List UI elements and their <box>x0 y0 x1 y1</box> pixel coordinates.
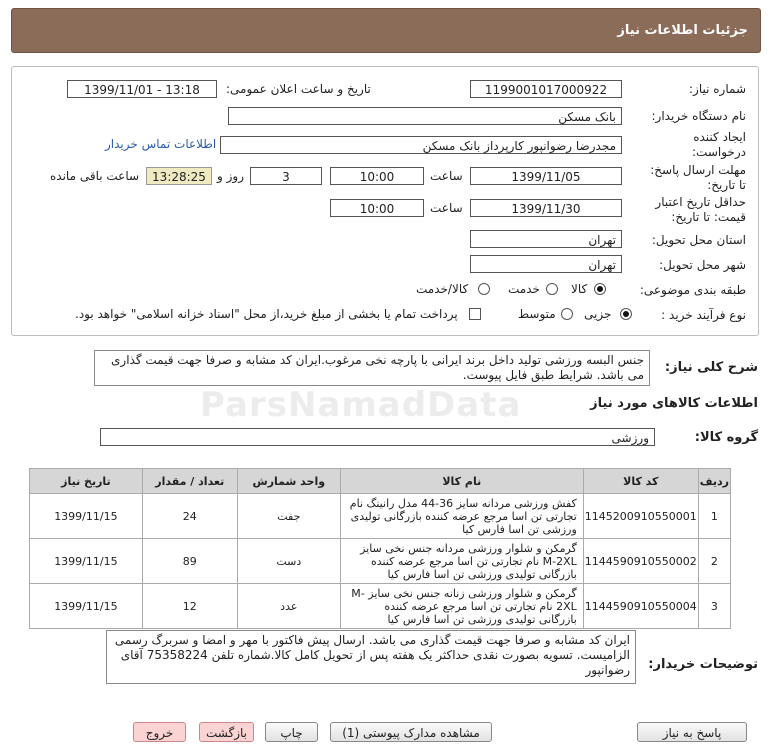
category-label: طبقه بندی موضوعی: <box>639 283 746 297</box>
goods-table-header <box>30 469 731 494</box>
col-code: کد کالا <box>583 469 698 494</box>
goods-group-field: ورزشی <box>100 428 655 446</box>
creator-label: ایجاد کننده <box>693 130 746 144</box>
need-number-field: 1199001017000922 <box>470 80 622 98</box>
process-medium-label: متوسط <box>518 307 556 321</box>
row-code: 1144590910550004 <box>583 584 698 629</box>
row-index: 3 <box>698 584 730 629</box>
buyer-notes-text: ایران کد مشابه و صرفا جهت قیمت گذاری می باشد. ارسال پیش فاکتور با مهر و امضا و سربرگ رسمی الزامیست. تسویه بصورت نقدی حداکثر یک هفته پس از تحویل کامل کالا.شماره تلفن 75358224 آقای رضوانپور <box>106 630 636 684</box>
category-goods-radio[interactable] <box>594 283 606 295</box>
process-medium-radio[interactable] <box>561 308 573 320</box>
validity-time-field: 10:00 <box>330 199 424 217</box>
send-deadline-label-2: تا تاریخ: <box>707 178 746 192</box>
send-time-field: 10:00 <box>330 167 424 185</box>
row-code: 1144590910550002 <box>583 539 698 584</box>
province-label: استان محل تحویل: <box>651 233 746 247</box>
days-field: 3 <box>250 167 322 185</box>
exit-button[interactable]: خروج <box>133 722 186 742</box>
goods-section-title: اطلاعات کالاهای مورد نیاز <box>590 396 758 411</box>
row-unit: عدد <box>237 584 340 629</box>
price-validity-label: حداقل تاریخ اعتبار <box>655 195 746 209</box>
col-index: ردیف <box>698 469 730 494</box>
row-unit: دست <box>237 539 340 584</box>
city-label: شهر محل تحویل: <box>659 258 746 272</box>
creator-field: مجدرضا رضوانپور کارپرداز بانک مسکن <box>220 136 622 154</box>
row-name: کفش ورزشی مردانه سایز 36-44 مدل رانینگ نام تجارتی تن اسا مرجع عرضه کننده بازرگانی تولیدی ورزشی تن اسا فارس کیا <box>340 494 583 539</box>
days-label: روز و <box>217 169 244 183</box>
send-date-field: 1399/11/05 <box>470 167 622 185</box>
announce-label: تاریخ و ساعت اعلان عمومی: <box>226 82 371 96</box>
process-minor-radio[interactable] <box>620 308 632 320</box>
process-label: نوع فرآیند خرید : <box>661 308 746 322</box>
remaining-label: ساعت باقی مانده <box>50 169 140 183</box>
page-header <box>11 8 761 53</box>
row-date: 1399/11/15 <box>30 494 143 539</box>
price-validity-label-2: قیمت: تا تاریخ: <box>671 210 746 224</box>
back-button[interactable]: بازگشت <box>199 722 254 742</box>
city-field: تهران <box>470 255 622 273</box>
page-title: جزئیات اطلاعات نیاز <box>617 23 748 38</box>
category-goods-service-label: کالا/خدمت <box>416 282 469 296</box>
goods-table <box>29 468 731 629</box>
process-minor-label: جزیی <box>584 307 612 321</box>
need-number-label: شماره نیاز: <box>689 82 746 96</box>
buyer-notes-label: توضیحات خریدار: <box>648 657 758 672</box>
province-field: تهران <box>470 230 622 248</box>
send-time-label: ساعت <box>430 169 463 183</box>
row-qty: 24 <box>142 494 237 539</box>
table-row <box>30 584 731 629</box>
send-deadline-label: مهلت ارسال پاسخ: <box>650 163 746 177</box>
watermark: ParsNamadData <box>200 385 522 425</box>
table-row <box>30 539 731 584</box>
treasury-payment-checkbox[interactable] <box>469 308 481 320</box>
row-index: 2 <box>698 539 730 584</box>
view-attachments-button[interactable]: مشاهده مدارک پیوستی (1) <box>330 722 492 742</box>
row-code: 1145200910550001 <box>583 494 698 539</box>
print-button[interactable]: چاپ <box>265 722 318 742</box>
row-date: 1399/11/15 <box>30 584 143 629</box>
treasury-payment-note: پرداخت تمام یا بخشی از مبلغ خرید،از محل "اسناد خزانه اسلامی" خواهد بود. <box>75 307 458 321</box>
row-index: 1 <box>698 494 730 539</box>
buyer-contact-link[interactable]: اطلاعات تماس خریدار <box>105 137 217 151</box>
col-date: تاریخ نیاز <box>30 469 143 494</box>
category-service-label: خدمت <box>508 282 540 296</box>
row-name: گرمکن و شلوار ورزشی زنانه جنس نخی سایز M-2XL نام تجارتی تن اسا مرجع عرضه کننده بازرگانی تولیدی ورزشی تن اسا فارس کیا <box>340 584 583 629</box>
row-unit: جفت <box>237 494 340 539</box>
row-qty: 89 <box>142 539 237 584</box>
category-goods-service-radio[interactable] <box>478 283 490 295</box>
validity-date-field: 1399/11/30 <box>470 199 622 217</box>
table-row <box>30 494 731 539</box>
reply-button[interactable]: پاسخ به نیاز <box>637 722 747 742</box>
category-goods-label: کالا <box>571 282 588 296</box>
creator-label-2: درخواست: <box>692 145 746 159</box>
col-unit: واحد شمارش <box>237 469 340 494</box>
buyer-org-label: نام دستگاه خریدار: <box>651 109 746 123</box>
description-label: شرح کلی نیاز: <box>664 360 758 375</box>
row-qty: 12 <box>142 584 237 629</box>
col-name: نام کالا <box>340 469 583 494</box>
announce-field: 1399/11/01 - 13:18 <box>67 80 217 98</box>
goods-group-label: گروه کالا: <box>694 430 758 445</box>
row-name: گرمکن و شلوار ورزشی مردانه جنس نخی سایز M-2XL نام تجارتی تن اسا مرجع عرضه کننده بازرگانی تولیدی ورزشی تن اسا فارس کیا <box>340 539 583 584</box>
category-service-radio[interactable] <box>546 283 558 295</box>
buyer-org-field: بانک مسکن <box>228 107 622 125</box>
col-qty: تعداد / مقدار <box>142 469 237 494</box>
validity-time-label: ساعت <box>430 201 463 215</box>
description-text: جنس البسه ورزشی تولید داخل برند ایرانی با پارچه نخی مرغوب.ایران کد مشابه و صرفا جهت قیمت گذاری می باشد. شرایط طبق فایل پیوست. <box>94 350 650 386</box>
row-date: 1399/11/15 <box>30 539 143 584</box>
remaining-time-field: 13:28:25 <box>146 167 212 185</box>
